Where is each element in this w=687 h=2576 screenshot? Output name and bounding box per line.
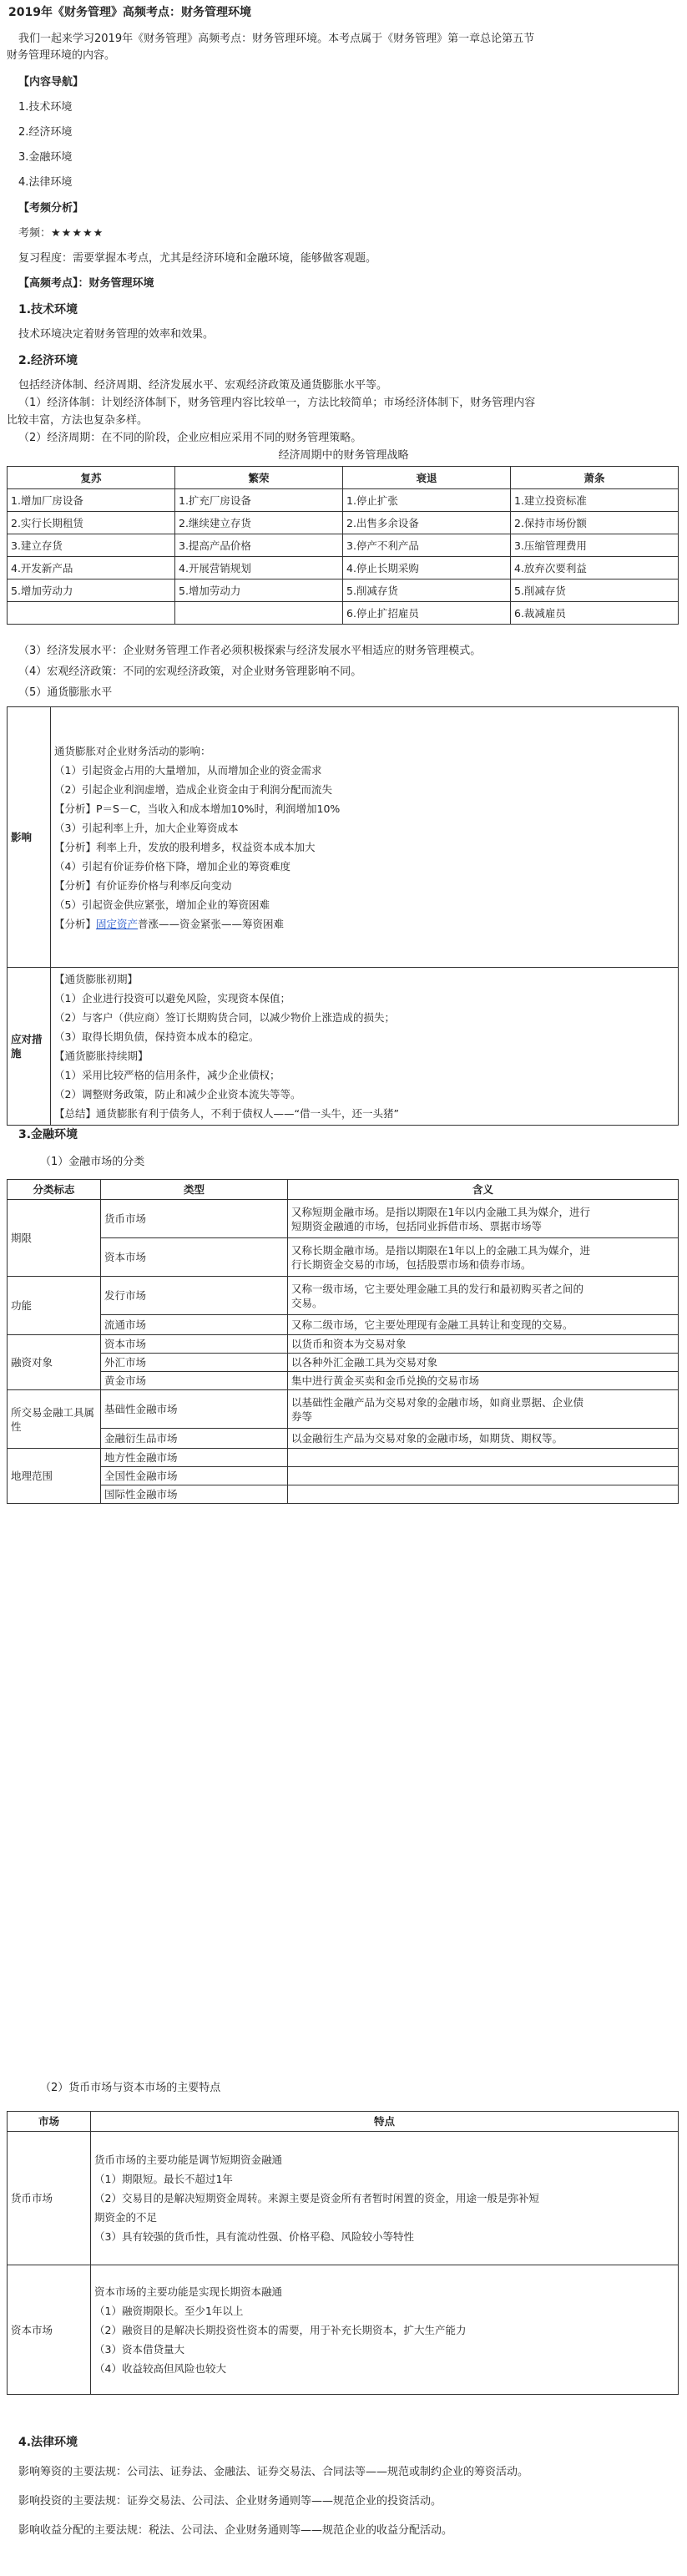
measure-line: 【通货膨胀初期】 — [54, 973, 139, 985]
meaning-line — [291, 1220, 542, 1232]
feature-line: （2）交易目的是解决短期资金周转。来源主要是资金所有者暂时闲置的资金，用途一般是弥补短 — [94, 2192, 539, 2204]
measure-line: 【通货膨胀持续期】 — [54, 1050, 149, 1062]
cycle-cell: 4.开发新产品 — [8, 557, 175, 579]
meaning-line: 交易。 — [291, 1296, 323, 1309]
cycle-header: 衰退 — [343, 467, 511, 489]
cycle-cell: 2.保持市场份额 — [511, 512, 679, 534]
measure-cell — [51, 968, 679, 1126]
cycle-cell: 5.增加劳动力 — [8, 579, 175, 602]
cycle-cell: 3.提高产品价格 — [175, 534, 343, 557]
cycle-cell — [8, 602, 175, 625]
impact-line: （4）引起有价证券价格下降，增加企业的筹资难度 — [54, 859, 290, 873]
cycle-cell: 6.停止扩招雇员 — [343, 602, 511, 625]
cycle-cell: 5.削减存货 — [511, 579, 679, 602]
cls-meaning — [288, 1449, 679, 1467]
cycle-cell: 4.开展营销规划 — [175, 557, 343, 579]
feature-line: （3）资本借贷量大 — [94, 2342, 184, 2356]
market-features-table — [7, 2111, 679, 2395]
impact-line: （5）引起资金供应紧张，增加企业的筹资困难 — [54, 898, 270, 911]
cls-meaning: 以金融衍生产品为交易对象的金融市场，如期货、期权等。 — [288, 1429, 679, 1449]
impact-line: （3）引起利率上升，加大企业筹资成本 — [54, 821, 239, 834]
meaning-line: 行长期资金交易的市场，包括股票市场和债券市场。 — [291, 1258, 532, 1271]
cycle-header: 复苏 — [8, 467, 175, 489]
nav-item-econ[interactable]: 2.经济环境 — [18, 126, 73, 139]
feature-line: 货币市场的主要功能是调节短期资金融通 — [94, 2153, 283, 2166]
analysis-rest: 普涨——资金紧张——筹资困难 — [138, 917, 285, 930]
cls-type: 国际性金融市场 — [101, 1485, 288, 1504]
mkt-label: 资本市场 — [8, 2265, 91, 2395]
main-heading: 【高频考点】：财务管理环境 — [18, 277, 154, 290]
meaning-line: 又称一级市场，它主要处理金融工具的发行和最初购买者之间的 — [291, 1282, 584, 1295]
impact-label: 影响 — [8, 707, 51, 968]
frequency-stars: ★★★★★ — [51, 227, 104, 240]
measure-line: 【总结】通货膨胀有利于债务人，不利于债权人——“借一头牛，还一头猪” — [54, 1107, 399, 1120]
feature-line: 期资金的不足 — [94, 2211, 158, 2224]
cycle-cell: 6.裁减雇员 — [511, 602, 679, 625]
cycle-table — [7, 466, 679, 625]
mkt-features — [91, 2132, 679, 2265]
cycle-header: 萧条 — [511, 467, 679, 489]
feature-line: （2）融资目的是解决长期投资性资本的需要，用于补充长期资本，扩大生产能力 — [94, 2323, 467, 2336]
cycle-cell: 1.增加厂房设备 — [8, 489, 175, 512]
meaning-line: 又称长期金融市场。是指以期限在1年以上的金融工具为媒介，进 — [291, 1243, 590, 1257]
impact-line: （1）引起资金占用的大量增加，从而增加企业的资金需求 — [54, 763, 322, 777]
frequency-label: 考频： — [18, 227, 52, 240]
cls-header: 类型 — [101, 1180, 288, 1200]
cls-meaning — [288, 1485, 679, 1504]
nav-heading: 【内容导航】 — [18, 76, 84, 89]
meaning-line: 以基础性金融产品为交易对象的金融市场，如商业票据、企业债 — [291, 1395, 584, 1409]
econ-intro: 包括经济体制、经济周期、经济发展水平、宏观经济政策及通货膨胀水平等。 — [18, 379, 388, 392]
mkt-features — [91, 2265, 679, 2395]
cls-meaning: 集中进行黄金买卖和金币兑换的交易市场 — [288, 1372, 679, 1390]
measure-line: （1）企业进行投资可以避免风险，实现资本保值； — [54, 992, 290, 1005]
cycle-cell: 1.建立投资标准 — [511, 489, 679, 512]
cycle-cell: 5.削减存货 — [343, 579, 511, 602]
intro-line-2: 财务管理环境的内容。 — [7, 49, 116, 62]
cls-group-label: 融资对象 — [8, 1335, 101, 1390]
cls-type: 金融衍生品市场 — [101, 1429, 288, 1449]
cls-meaning — [288, 1200, 679, 1238]
cls-type: 发行市场 — [101, 1277, 288, 1315]
cls-type: 外汇市场 — [101, 1354, 288, 1372]
impact-line: 【分析】有价证券价格与利率反向变动 — [54, 878, 232, 892]
cls-type: 资本市场 — [101, 1335, 288, 1354]
cycle-header: 繁荣 — [175, 467, 343, 489]
impact-line-last — [54, 914, 674, 934]
nav-item-finance[interactable]: 3.金融环境 — [18, 151, 73, 164]
intro-line-1: 我们一起来学习2019年《财务管理》高频考点：财务管理环境。本考点属于《财务管理》第一章总论第五节 — [18, 33, 535, 45]
cycle-cell: 2.实行长期租赁 — [8, 512, 175, 534]
impact-line: 通货膨胀对企业财务活动的影响： — [54, 744, 211, 757]
frequency-row — [18, 226, 104, 241]
impact-cell — [51, 707, 679, 968]
cycle-cell: 1.扩充厂房设备 — [175, 489, 343, 512]
meaning-line: 又称短期金融市场。是指以期限在1年以内金融工具为媒介，进行 — [291, 1205, 590, 1218]
analysis-tag: 【分析】 — [54, 917, 97, 930]
cycle-cell: 1.停止扩张 — [343, 489, 511, 512]
analysis-heading: 【考频分析】 — [18, 202, 84, 215]
tech-heading: 1.技术环境 — [18, 303, 78, 316]
mkt-header: 特点 — [91, 2112, 679, 2132]
feature-line: （1）期限短。最长不超过1年 — [94, 2173, 233, 2185]
review-level: 复习程度：需要掌握本考点，尤其是经济环境和金融环境，能够做客观题。 — [18, 252, 377, 265]
cycle-cell — [175, 602, 343, 625]
cycle-cell: 3.停产不利产品 — [343, 534, 511, 557]
cls-type: 地方性金融市场 — [101, 1449, 288, 1467]
econ-point-1b: 比较丰富，方法也复杂多样。 — [7, 414, 149, 427]
econ-point-1a: （1）经济体制：计划经济体制下，财务管理内容比较单一，方法比较简单；市场经济体制下，财务管理内容 — [18, 397, 536, 409]
cycle-caption: 经济周期中的财务管理战略 — [278, 449, 409, 462]
impact-line: 【分析】P＝S－C，当收入和成本增加10%时，利润增加10% — [54, 802, 341, 815]
law-line: 影响筹资的主要法规：公司法、证券法、金融法、证券交易法、合同法等——规范或制约企业的筹资活动。 — [18, 2466, 529, 2478]
cls-type: 流通市场 — [101, 1315, 288, 1335]
cls-meaning: 以各种外汇金融工具为交易对象 — [288, 1354, 679, 1372]
law-line: 影响投资的主要法规：证券交易法、公司法、企业财务通则等——规范企业的投资活动。 — [18, 2495, 442, 2508]
cycle-cell: 3.压缩管理费用 — [511, 534, 679, 557]
feature-line: （3）具有较强的货币性，具有流动性强、价格平稳、风险较小等特性 — [94, 2230, 414, 2243]
econ-heading: 2.经济环境 — [18, 354, 78, 367]
measure-line: （2）调整财务政策，防止和减少企业资本流失等等。 — [54, 1088, 301, 1101]
finance-sub-2: （2）货币市场与资本市场的主要特点 — [40, 2082, 221, 2094]
cls-header: 含义 — [288, 1180, 679, 1200]
inflation-table — [7, 706, 679, 1126]
econ-point-4: （4）宏观经济政策：不同的宏观经济政策，对企业财务管理影响不同。 — [18, 666, 362, 678]
cycle-cell: 3.建立存货 — [8, 534, 175, 557]
cycle-cell: 4.放弃次要利益 — [511, 557, 679, 579]
cls-type: 资本市场 — [101, 1238, 288, 1277]
cls-type: 基础性金融市场 — [101, 1390, 288, 1429]
cycle-cell: 5.增加劳动力 — [175, 579, 343, 602]
law-heading: 4.法律环境 — [18, 2436, 78, 2449]
market-classification-table — [7, 1179, 679, 1504]
feature-line: （4）收益较高但风险也较大 — [94, 2361, 226, 2375]
cls-group-label: 地理范围 — [8, 1449, 101, 1504]
cls-header: 分类标志 — [8, 1180, 101, 1200]
nav-item-law[interactable]: 4.法律环境 — [18, 176, 73, 189]
cls-meaning: 以货币和资本为交易对象 — [288, 1335, 679, 1354]
tech-text: 技术环境决定着财务管理的效率和效果。 — [18, 328, 215, 341]
cls-meaning — [288, 1390, 679, 1429]
mkt-label: 货币市场 — [8, 2132, 91, 2265]
feature-line: 资本市场的主要功能是实现长期资本融通 — [94, 2285, 283, 2298]
cls-type: 黄金市场 — [101, 1372, 288, 1390]
cls-type: 货币市场 — [101, 1200, 288, 1238]
econ-point-3: （3）经济发展水平：企业财务管理工作者必须积极探索与经济发展水平相适应的财务管理模式。 — [18, 645, 482, 657]
fixed-asset-link[interactable]: 固定资产 — [96, 917, 139, 930]
cls-meaning — [288, 1467, 679, 1485]
finance-sub-1: （1）金融市场的分类 — [40, 1156, 145, 1168]
measure-line: （3）取得长期负债，保持资本成本的稳定。 — [54, 1030, 260, 1043]
finance-heading: 3.金融环境 — [18, 1128, 78, 1141]
feature-line: （1）融资期限长。至少1年以上 — [94, 2304, 244, 2317]
meaning-line: 券等 — [291, 1409, 313, 1423]
mkt-header: 市场 — [8, 2112, 91, 2132]
nav-item-tech[interactable]: 1.技术环境 — [18, 101, 73, 114]
measure-label: 应对措施 — [8, 968, 51, 1126]
cls-meaning — [288, 1277, 679, 1315]
cycle-cell: 2.出售多余设备 — [343, 512, 511, 534]
cycle-cell: 4.停止长期采购 — [343, 557, 511, 579]
cls-group-label: 功能 — [8, 1277, 101, 1335]
cycle-cell: 2.继续建立存货 — [175, 512, 343, 534]
econ-point-2: （2）经济周期：在不同的阶段，企业应相应采用不同的财务管理策略。 — [18, 432, 362, 444]
page-title: 2019年《财务管理》高频考点：财务管理环境 — [8, 6, 251, 19]
measure-line: （1）采用比较严格的信用条件，减少企业债权； — [54, 1069, 280, 1081]
cls-group-label: 期限 — [8, 1200, 101, 1277]
cls-group-label: 所交易金融工具属性 — [8, 1390, 101, 1449]
law-line: 影响收益分配的主要法规：税法、公司法、企业财务通则等——规范企业的收益分配活动。 — [18, 2524, 453, 2537]
cls-meaning — [288, 1238, 679, 1277]
measure-line: （2）与客户（供应商）签订长期购货合同，以减少物价上涨造成的损失； — [54, 1011, 395, 1024]
cls-meaning: 又称二级市场，它主要处理现有金融工具转让和变现的交易。 — [288, 1315, 679, 1335]
meaning-line-text: 短期资金融通的市场，包括同业拆借市场、票据市场等 — [291, 1219, 543, 1232]
impact-line: 【分析】利率上升，发放的股利增多，权益资本成本加大 — [54, 840, 316, 853]
impact-line: （2）引起企业利润虚增，造成企业资金由于利润分配而流失 — [54, 782, 332, 796]
cls-type: 全国性金融市场 — [101, 1467, 288, 1485]
econ-point-5: （5）通货膨胀水平 — [18, 686, 113, 699]
